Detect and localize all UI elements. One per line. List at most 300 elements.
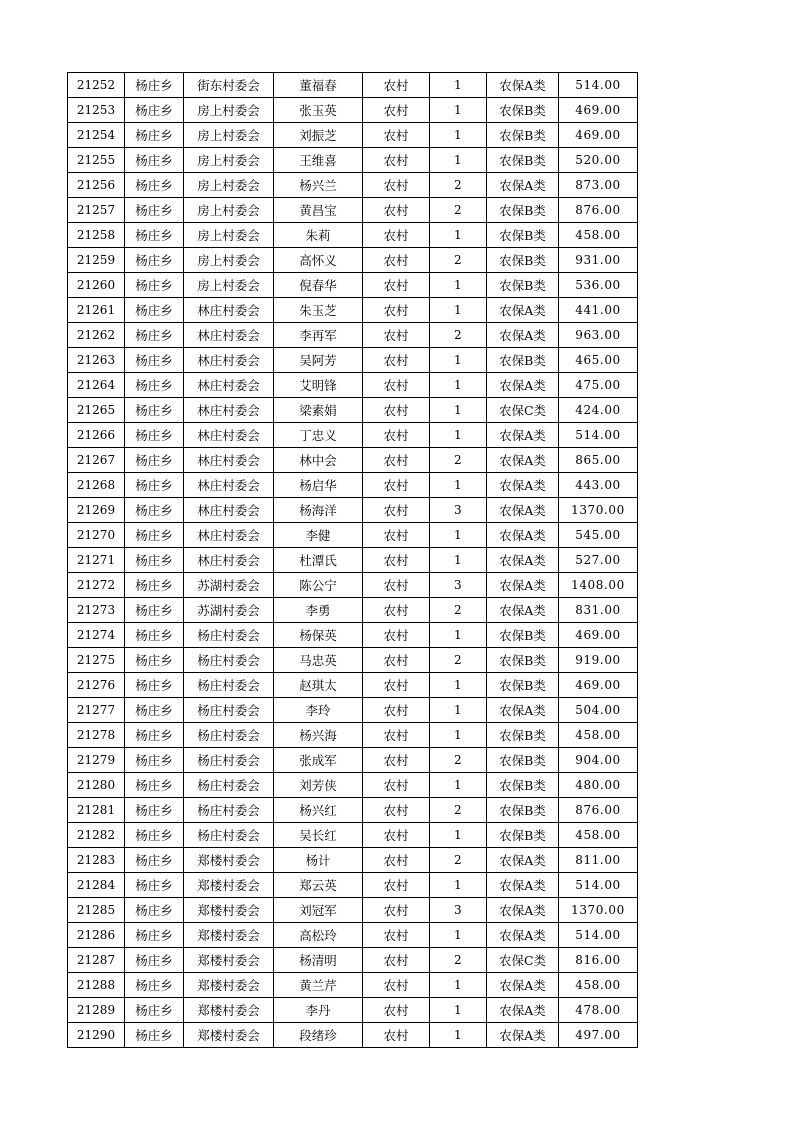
area-type-cell: 农村 — [363, 448, 430, 473]
township-cell: 杨庄乡 — [125, 923, 184, 948]
amount-cell: 931.00 — [559, 248, 638, 273]
household-count-cell: 1 — [430, 423, 487, 448]
household-count-cell: 2 — [430, 173, 487, 198]
township-cell: 杨庄乡 — [125, 298, 184, 323]
record-id-cell: 21281 — [68, 798, 125, 823]
village-committee-cell: 苏湖村委会 — [184, 598, 274, 623]
amount-cell: 536.00 — [559, 273, 638, 298]
insurance-category-cell: 农保A类 — [487, 298, 559, 323]
village-committee-cell: 郑楼村委会 — [184, 998, 274, 1023]
table-row — [68, 198, 638, 223]
table-row — [68, 623, 638, 648]
record-id-cell: 21273 — [68, 598, 125, 623]
village-committee-cell: 苏湖村委会 — [184, 573, 274, 598]
village-committee-cell: 郑楼村委会 — [184, 1023, 274, 1048]
record-id-cell: 21275 — [68, 648, 125, 673]
village-committee-cell: 林庄村委会 — [184, 323, 274, 348]
table-row — [68, 473, 638, 498]
household-count-cell: 1 — [430, 123, 487, 148]
village-committee-cell: 林庄村委会 — [184, 448, 274, 473]
table-row — [68, 398, 638, 423]
insurance-category-cell: 农保B类 — [487, 273, 559, 298]
township-cell: 杨庄乡 — [125, 648, 184, 673]
village-committee-cell: 杨庄村委会 — [184, 748, 274, 773]
household-count-cell: 1 — [430, 773, 487, 798]
insurance-category-cell: 农保A类 — [487, 548, 559, 573]
person-name-cell: 艾明锋 — [274, 373, 363, 398]
record-id-cell: 21280 — [68, 773, 125, 798]
household-count-cell: 3 — [430, 898, 487, 923]
amount-cell: 458.00 — [559, 223, 638, 248]
insurance-category-cell: 农保A类 — [487, 498, 559, 523]
township-cell: 杨庄乡 — [125, 398, 184, 423]
household-count-cell: 2 — [430, 248, 487, 273]
household-count-cell: 2 — [430, 448, 487, 473]
record-id-cell: 21272 — [68, 573, 125, 598]
household-count-cell: 1 — [430, 823, 487, 848]
township-cell: 杨庄乡 — [125, 498, 184, 523]
amount-cell: 816.00 — [559, 948, 638, 973]
amount-cell: 514.00 — [559, 423, 638, 448]
village-committee-cell: 林庄村委会 — [184, 423, 274, 448]
person-name-cell: 杨兴红 — [274, 798, 363, 823]
table-row — [68, 448, 638, 473]
record-id-cell: 21262 — [68, 323, 125, 348]
person-name-cell: 高怀义 — [274, 248, 363, 273]
area-type-cell: 农村 — [363, 948, 430, 973]
record-id-cell: 21267 — [68, 448, 125, 473]
township-cell: 杨庄乡 — [125, 898, 184, 923]
table-row — [68, 948, 638, 973]
township-cell: 杨庄乡 — [125, 623, 184, 648]
village-committee-cell: 杨庄村委会 — [184, 673, 274, 698]
insurance-category-cell: 农保B类 — [487, 623, 559, 648]
area-type-cell: 农村 — [363, 823, 430, 848]
person-name-cell: 杨海洋 — [274, 498, 363, 523]
table-row — [68, 798, 638, 823]
insurance-category-cell: 农保B类 — [487, 723, 559, 748]
table-row — [68, 223, 638, 248]
household-count-cell: 3 — [430, 573, 487, 598]
insurance-category-cell: 农保A类 — [487, 998, 559, 1023]
insurance-category-cell: 农保B类 — [487, 748, 559, 773]
person-name-cell: 梁素娟 — [274, 398, 363, 423]
insurance-category-cell: 农保B类 — [487, 223, 559, 248]
amount-cell: 545.00 — [559, 523, 638, 548]
record-id-cell: 21274 — [68, 623, 125, 648]
insurance-category-cell: 农保A类 — [487, 873, 559, 898]
amount-cell: 811.00 — [559, 848, 638, 873]
table-row — [68, 323, 638, 348]
record-id-cell: 21268 — [68, 473, 125, 498]
township-cell: 杨庄乡 — [125, 323, 184, 348]
amount-cell: 514.00 — [559, 873, 638, 898]
record-id-cell: 21252 — [68, 73, 125, 98]
table-row — [68, 923, 638, 948]
table-row — [68, 598, 638, 623]
person-name-cell: 马忠英 — [274, 648, 363, 673]
table-row — [68, 273, 638, 298]
township-cell: 杨庄乡 — [125, 148, 184, 173]
record-id-cell: 21283 — [68, 848, 125, 873]
township-cell: 杨庄乡 — [125, 873, 184, 898]
amount-cell: 497.00 — [559, 1023, 638, 1048]
township-cell: 杨庄乡 — [125, 198, 184, 223]
table-row — [68, 648, 638, 673]
area-type-cell: 农村 — [363, 248, 430, 273]
insurance-category-cell: 农保A类 — [487, 598, 559, 623]
insurance-category-cell: 农保A类 — [487, 923, 559, 948]
township-cell: 杨庄乡 — [125, 748, 184, 773]
household-count-cell: 1 — [430, 623, 487, 648]
table-row — [68, 248, 638, 273]
records-table-body — [68, 73, 638, 1048]
village-committee-cell: 房上村委会 — [184, 173, 274, 198]
village-committee-cell: 房上村委会 — [184, 148, 274, 173]
area-type-cell: 农村 — [363, 723, 430, 748]
record-id-cell: 21256 — [68, 173, 125, 198]
village-committee-cell: 房上村委会 — [184, 198, 274, 223]
township-cell: 杨庄乡 — [125, 473, 184, 498]
person-name-cell: 吴长红 — [274, 823, 363, 848]
amount-cell: 443.00 — [559, 473, 638, 498]
insurance-category-cell: 农保B类 — [487, 98, 559, 123]
person-name-cell: 黄昌宝 — [274, 198, 363, 223]
area-type-cell: 农村 — [363, 873, 430, 898]
township-cell: 杨庄乡 — [125, 723, 184, 748]
area-type-cell: 农村 — [363, 1023, 430, 1048]
insurance-category-cell: 农保A类 — [487, 1023, 559, 1048]
village-committee-cell: 林庄村委会 — [184, 523, 274, 548]
area-type-cell: 农村 — [363, 298, 430, 323]
amount-cell: 504.00 — [559, 698, 638, 723]
village-committee-cell: 郑楼村委会 — [184, 948, 274, 973]
area-type-cell: 农村 — [363, 473, 430, 498]
area-type-cell: 农村 — [363, 798, 430, 823]
township-cell: 杨庄乡 — [125, 98, 184, 123]
table-row — [68, 498, 638, 523]
amount-cell: 475.00 — [559, 373, 638, 398]
person-name-cell: 段绪珍 — [274, 1023, 363, 1048]
area-type-cell: 农村 — [363, 973, 430, 998]
table-row — [68, 1023, 638, 1048]
table-row — [68, 523, 638, 548]
table-row — [68, 298, 638, 323]
household-count-cell: 1 — [430, 373, 487, 398]
insurance-category-cell: 农保A类 — [487, 373, 559, 398]
record-id-cell: 21269 — [68, 498, 125, 523]
record-id-cell: 21270 — [68, 523, 125, 548]
insurance-category-cell: 农保A类 — [487, 473, 559, 498]
person-name-cell: 郑云英 — [274, 873, 363, 898]
amount-cell: 865.00 — [559, 448, 638, 473]
table-row — [68, 873, 638, 898]
area-type-cell: 农村 — [363, 648, 430, 673]
record-id-cell: 21287 — [68, 948, 125, 973]
township-cell: 杨庄乡 — [125, 673, 184, 698]
amount-cell: 458.00 — [559, 823, 638, 848]
village-committee-cell: 林庄村委会 — [184, 498, 274, 523]
record-id-cell: 21289 — [68, 998, 125, 1023]
record-id-cell: 21260 — [68, 273, 125, 298]
village-committee-cell: 房上村委会 — [184, 98, 274, 123]
township-cell: 杨庄乡 — [125, 973, 184, 998]
household-count-cell: 2 — [430, 948, 487, 973]
village-committee-cell: 林庄村委会 — [184, 373, 274, 398]
area-type-cell: 农村 — [363, 348, 430, 373]
table-row — [68, 673, 638, 698]
village-committee-cell: 郑楼村委会 — [184, 873, 274, 898]
person-name-cell: 陈公宁 — [274, 573, 363, 598]
area-type-cell: 农村 — [363, 673, 430, 698]
person-name-cell: 杨启华 — [274, 473, 363, 498]
record-id-cell: 21285 — [68, 898, 125, 923]
insurance-category-cell: 农保A类 — [487, 898, 559, 923]
person-name-cell: 李健 — [274, 523, 363, 548]
person-name-cell: 朱莉 — [274, 223, 363, 248]
village-committee-cell: 郑楼村委会 — [184, 848, 274, 873]
area-type-cell: 农村 — [363, 573, 430, 598]
household-count-cell: 1 — [430, 548, 487, 573]
records-table — [67, 72, 638, 1048]
village-committee-cell: 房上村委会 — [184, 223, 274, 248]
table-row — [68, 373, 638, 398]
person-name-cell: 杜潭氏 — [274, 548, 363, 573]
household-count-cell: 2 — [430, 198, 487, 223]
insurance-category-cell: 农保A类 — [487, 448, 559, 473]
area-type-cell: 农村 — [363, 73, 430, 98]
amount-cell: 514.00 — [559, 73, 638, 98]
amount-cell: 520.00 — [559, 148, 638, 173]
township-cell: 杨庄乡 — [125, 798, 184, 823]
person-name-cell: 刘振芝 — [274, 123, 363, 148]
insurance-category-cell: 农保B类 — [487, 248, 559, 273]
household-count-cell: 1 — [430, 98, 487, 123]
township-cell: 杨庄乡 — [125, 223, 184, 248]
household-count-cell: 2 — [430, 323, 487, 348]
table-row — [68, 973, 638, 998]
person-name-cell: 李玲 — [274, 698, 363, 723]
amount-cell: 919.00 — [559, 648, 638, 673]
household-count-cell: 1 — [430, 523, 487, 548]
person-name-cell: 林中会 — [274, 448, 363, 473]
person-name-cell: 张玉英 — [274, 98, 363, 123]
insurance-category-cell: 农保B类 — [487, 798, 559, 823]
township-cell: 杨庄乡 — [125, 948, 184, 973]
household-count-cell: 1 — [430, 148, 487, 173]
amount-cell: 441.00 — [559, 298, 638, 323]
area-type-cell: 农村 — [363, 273, 430, 298]
township-cell: 杨庄乡 — [125, 248, 184, 273]
insurance-category-cell: 农保C类 — [487, 398, 559, 423]
township-cell: 杨庄乡 — [125, 73, 184, 98]
household-count-cell: 2 — [430, 598, 487, 623]
household-count-cell: 1 — [430, 298, 487, 323]
insurance-category-cell: 农保B类 — [487, 823, 559, 848]
area-type-cell: 农村 — [363, 598, 430, 623]
township-cell: 杨庄乡 — [125, 698, 184, 723]
household-count-cell: 2 — [430, 748, 487, 773]
amount-cell: 480.00 — [559, 773, 638, 798]
amount-cell: 465.00 — [559, 348, 638, 373]
township-cell: 杨庄乡 — [125, 123, 184, 148]
table-row — [68, 348, 638, 373]
village-committee-cell: 杨庄村委会 — [184, 648, 274, 673]
person-name-cell: 杨兴海 — [274, 723, 363, 748]
amount-cell: 458.00 — [559, 973, 638, 998]
area-type-cell: 农村 — [363, 398, 430, 423]
amount-cell: 873.00 — [559, 173, 638, 198]
record-id-cell: 21259 — [68, 248, 125, 273]
table-row — [68, 748, 638, 773]
record-id-cell: 21271 — [68, 548, 125, 573]
person-name-cell: 董福春 — [274, 73, 363, 98]
village-committee-cell: 郑楼村委会 — [184, 898, 274, 923]
township-cell: 杨庄乡 — [125, 848, 184, 873]
village-committee-cell: 街东村委会 — [184, 73, 274, 98]
village-committee-cell: 杨庄村委会 — [184, 623, 274, 648]
household-count-cell: 1 — [430, 973, 487, 998]
table-row — [68, 698, 638, 723]
township-cell: 杨庄乡 — [125, 448, 184, 473]
township-cell: 杨庄乡 — [125, 523, 184, 548]
insurance-category-cell: 农保A类 — [487, 423, 559, 448]
table-row — [68, 123, 638, 148]
person-name-cell: 李丹 — [274, 998, 363, 1023]
household-count-cell: 1 — [430, 723, 487, 748]
person-name-cell: 李勇 — [274, 598, 363, 623]
insurance-category-cell: 农保A类 — [487, 573, 559, 598]
record-id-cell: 21258 — [68, 223, 125, 248]
person-name-cell: 王维喜 — [274, 148, 363, 173]
person-name-cell: 丁忠义 — [274, 423, 363, 448]
area-type-cell: 农村 — [363, 423, 430, 448]
area-type-cell: 农村 — [363, 623, 430, 648]
household-count-cell: 1 — [430, 673, 487, 698]
township-cell: 杨庄乡 — [125, 998, 184, 1023]
village-committee-cell: 林庄村委会 — [184, 298, 274, 323]
record-id-cell: 21254 — [68, 123, 125, 148]
record-id-cell: 21279 — [68, 748, 125, 773]
area-type-cell: 农村 — [363, 698, 430, 723]
household-count-cell: 3 — [430, 498, 487, 523]
village-committee-cell: 郑楼村委会 — [184, 923, 274, 948]
amount-cell: 458.00 — [559, 723, 638, 748]
person-name-cell: 杨兴兰 — [274, 173, 363, 198]
record-id-cell: 21277 — [68, 698, 125, 723]
amount-cell: 469.00 — [559, 623, 638, 648]
record-id-cell: 21278 — [68, 723, 125, 748]
village-committee-cell: 杨庄村委会 — [184, 773, 274, 798]
table-row — [68, 723, 638, 748]
amount-cell: 527.00 — [559, 548, 638, 573]
insurance-category-cell: 农保A类 — [487, 173, 559, 198]
amount-cell: 514.00 — [559, 923, 638, 948]
insurance-category-cell: 农保A类 — [487, 698, 559, 723]
household-count-cell: 1 — [430, 998, 487, 1023]
township-cell: 杨庄乡 — [125, 773, 184, 798]
table-row — [68, 98, 638, 123]
table-row — [68, 898, 638, 923]
township-cell: 杨庄乡 — [125, 573, 184, 598]
person-name-cell: 刘冠军 — [274, 898, 363, 923]
record-id-cell: 21253 — [68, 98, 125, 123]
record-id-cell: 21257 — [68, 198, 125, 223]
household-count-cell: 1 — [430, 923, 487, 948]
table-row — [68, 998, 638, 1023]
record-id-cell: 21255 — [68, 148, 125, 173]
township-cell: 杨庄乡 — [125, 373, 184, 398]
record-id-cell: 21264 — [68, 373, 125, 398]
area-type-cell: 农村 — [363, 898, 430, 923]
household-count-cell: 2 — [430, 648, 487, 673]
record-id-cell: 21288 — [68, 973, 125, 998]
record-id-cell: 21284 — [68, 873, 125, 898]
amount-cell: 424.00 — [559, 398, 638, 423]
area-type-cell: 农村 — [363, 323, 430, 348]
person-name-cell: 杨保英 — [274, 623, 363, 648]
record-id-cell: 21266 — [68, 423, 125, 448]
amount-cell: 469.00 — [559, 123, 638, 148]
area-type-cell: 农村 — [363, 923, 430, 948]
record-id-cell: 21265 — [68, 398, 125, 423]
person-name-cell: 黄兰芹 — [274, 973, 363, 998]
township-cell: 杨庄乡 — [125, 1023, 184, 1048]
insurance-category-cell: 农保B类 — [487, 773, 559, 798]
village-committee-cell: 林庄村委会 — [184, 348, 274, 373]
household-count-cell: 1 — [430, 1023, 487, 1048]
amount-cell: 1370.00 — [559, 898, 638, 923]
insurance-category-cell: 农保B类 — [487, 673, 559, 698]
amount-cell: 1408.00 — [559, 573, 638, 598]
township-cell: 杨庄乡 — [125, 348, 184, 373]
table-row — [68, 423, 638, 448]
village-committee-cell: 房上村委会 — [184, 248, 274, 273]
household-count-cell: 1 — [430, 73, 487, 98]
person-name-cell: 赵琪太 — [274, 673, 363, 698]
amount-cell: 469.00 — [559, 673, 638, 698]
household-count-cell: 1 — [430, 873, 487, 898]
village-committee-cell: 杨庄村委会 — [184, 823, 274, 848]
person-name-cell: 杨计 — [274, 848, 363, 873]
person-name-cell: 朱玉芝 — [274, 298, 363, 323]
area-type-cell: 农村 — [363, 773, 430, 798]
village-committee-cell: 杨庄村委会 — [184, 798, 274, 823]
household-count-cell: 1 — [430, 223, 487, 248]
person-name-cell: 高松玲 — [274, 923, 363, 948]
household-count-cell: 2 — [430, 848, 487, 873]
area-type-cell: 农村 — [363, 548, 430, 573]
insurance-category-cell: 农保A类 — [487, 973, 559, 998]
amount-cell: 831.00 — [559, 598, 638, 623]
person-name-cell: 倪春华 — [274, 273, 363, 298]
area-type-cell: 农村 — [363, 123, 430, 148]
village-committee-cell: 房上村委会 — [184, 123, 274, 148]
record-id-cell: 21263 — [68, 348, 125, 373]
record-id-cell: 21286 — [68, 923, 125, 948]
township-cell: 杨庄乡 — [125, 423, 184, 448]
amount-cell: 876.00 — [559, 798, 638, 823]
table-row — [68, 148, 638, 173]
insurance-category-cell: 农保B类 — [487, 198, 559, 223]
insurance-category-cell: 农保C类 — [487, 948, 559, 973]
area-type-cell: 农村 — [363, 373, 430, 398]
table-row — [68, 73, 638, 98]
household-count-cell: 1 — [430, 698, 487, 723]
amount-cell: 876.00 — [559, 198, 638, 223]
household-count-cell: 2 — [430, 798, 487, 823]
amount-cell: 1370.00 — [559, 498, 638, 523]
